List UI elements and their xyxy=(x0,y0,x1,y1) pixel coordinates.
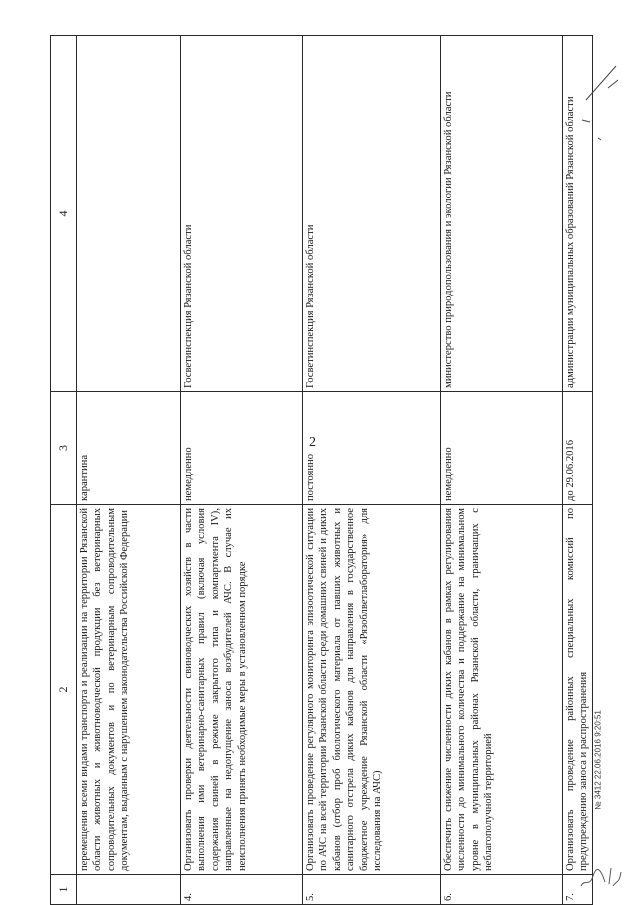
row-number: 5. xyxy=(303,875,441,905)
measure-text: Обеспечить снижение численности диких кабанов в рамках регулирования численности до минимального количества и поддержание на минимальном уровне в муниципальных районах Рязанской области, граничащих с неблагополучной территорией xyxy=(441,505,563,875)
deadline-cell: постоянно xyxy=(303,392,441,505)
header-col-1: 1 xyxy=(51,875,77,905)
document-stamp-id: № 3412 22.06.2016 9:20:51 xyxy=(593,710,603,810)
measure-text: Организовать проверки деятельности свиноводческих хозяйств в части выполнения ими ветеринарно-санитарных правил (включая условия содержания свиней в режиме закрытого типа и компартмента IV), направленные на недопущение заноса возбудителей АЧС. В случае их неисполнения принять необходимые меры в установленном порядке xyxy=(181,505,303,875)
responsible-cell: Госветинспекция Рязанской области xyxy=(181,36,303,392)
row-number: 4. xyxy=(181,875,303,905)
pen-marks xyxy=(568,60,628,150)
header-col-2: 2 xyxy=(51,505,77,875)
row-number: 7. xyxy=(563,875,593,905)
table-row xyxy=(181,36,303,905)
signature-scribble xyxy=(575,860,625,890)
deadline-cell: карантина xyxy=(77,392,181,505)
deadline-cell: до 29.06.2016 xyxy=(563,392,593,505)
deadline-cell: немедленно xyxy=(441,392,563,505)
table-header-row xyxy=(51,36,77,905)
measure-text: перемещения всеми видами транспорта и реализации на территории Рязанской области животных и животноводческой продукции без ветеринарных сопроводительных документов и по ветеринарным сопроводительным документам, выданным с нарушением законодательства Российской Федерации xyxy=(77,505,181,875)
rotated-table-container xyxy=(50,35,590,905)
header-col-3: 3 xyxy=(51,392,77,505)
header-col-4: 4 xyxy=(51,36,77,392)
table-row xyxy=(563,36,593,905)
page-number: 2 xyxy=(309,435,316,450)
table-row xyxy=(303,36,441,905)
measure-text: Организовать проведение регулярного мониторинга эпизоотической ситуации по АЧС на всей территории Рязанской области среди домашних свиней и диких кабанов (отбор проб биологического материала от павших животных и санитарного отстрела диких кабанов для направления в государственное бюджетное учреждение Рязанской области «Рязоблветлаборатория» для исследования на АЧС) xyxy=(303,505,441,875)
table-row xyxy=(441,36,563,905)
table-row xyxy=(77,36,181,905)
measure-text: Организовать проведение районных специальных комиссий по предупреждению заноса и распространения xyxy=(563,505,593,875)
row-number: 6. xyxy=(441,875,563,905)
measures-table xyxy=(50,35,593,905)
deadline-cell: немедленно xyxy=(181,392,303,505)
responsible-cell xyxy=(77,36,181,392)
responsible-cell: администрации муниципальных образований Рязанской области xyxy=(563,36,593,392)
row-number xyxy=(77,875,181,905)
responsible-cell: министерство природопользования и экологии Рязанской области xyxy=(441,36,563,392)
responsible-cell: Госветинспекция Рязанской области xyxy=(303,36,441,392)
